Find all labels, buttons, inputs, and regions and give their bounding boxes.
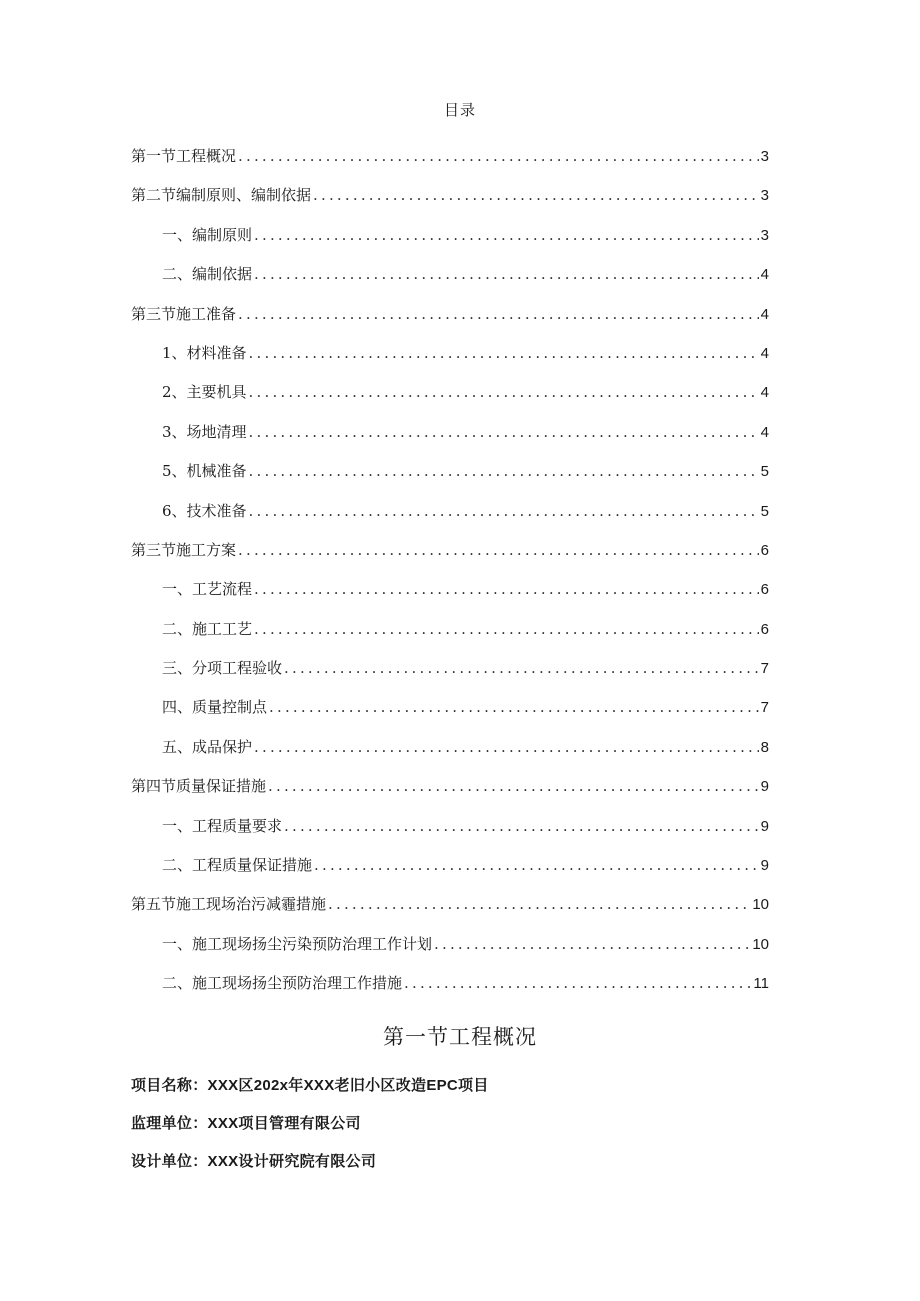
toc-leader-dots	[249, 502, 759, 520]
supervision-unit-field	[131, 1112, 361, 1133]
toc-leader-dots	[238, 305, 759, 323]
toc-entry[interactable]	[131, 421, 769, 460]
toc-leader-dots	[249, 344, 759, 362]
toc-entry[interactable]	[131, 893, 769, 932]
toc-entry[interactable]	[131, 657, 769, 696]
toc-entry[interactable]	[131, 224, 769, 263]
field-label: 设计单位：	[131, 1153, 208, 1170]
toc-leader-dots	[313, 186, 759, 204]
field-value: XXX项目管理有限公司	[207, 1115, 361, 1132]
toc-entry[interactable]	[131, 775, 769, 814]
toc-entry[interactable]	[131, 736, 769, 775]
toc-entry[interactable]	[131, 972, 769, 1011]
toc-entry[interactable]	[131, 933, 769, 972]
toc-entry-text: 四、质量控制点	[162, 698, 268, 717]
toc-entry[interactable]	[131, 145, 769, 184]
toc-leader-dots	[238, 541, 759, 559]
field-label: 监理单位：	[131, 1115, 208, 1132]
toc-leader-dots	[284, 659, 759, 677]
toc-leader-dots	[314, 856, 759, 874]
toc-entry[interactable]	[131, 381, 769, 420]
toc-page-number: 3	[760, 148, 769, 165]
toc-leader-dots	[404, 974, 751, 992]
toc-page-number: 7	[760, 660, 769, 678]
field-value: XXX区202x年XXX老旧小区改造EPC项目	[207, 1077, 489, 1094]
toc-leader-dots	[254, 580, 759, 598]
toc-entry-text: 一、工程质量要求	[162, 816, 283, 835]
toc-page-number: 10	[752, 935, 769, 953]
toc-page-number: 8	[760, 738, 769, 756]
toc-leader-dots	[328, 895, 750, 913]
toc-leader-dots	[254, 620, 759, 638]
toc-leader-dots	[249, 383, 759, 401]
toc-entry-text: 二、编制依据	[162, 265, 253, 284]
toc-entry-text: 一、工艺流程	[162, 580, 253, 599]
toc-entry-text: 第三节施工方案	[131, 540, 237, 559]
toc-entry-text: 二、施工现场扬尘预防治理工作措施	[162, 974, 403, 993]
toc-leader-dots	[268, 777, 759, 795]
toc-entry-text: 一、施工现场扬尘污染预防治理工作计划	[162, 934, 433, 953]
toc-page-number: 4	[760, 423, 769, 441]
toc-entry[interactable]	[131, 578, 769, 617]
toc-entry-text: 2、主要机具	[162, 383, 247, 402]
toc-entry[interactable]	[131, 815, 769, 854]
toc-page-number: 4	[760, 305, 769, 323]
toc-entry[interactable]	[131, 539, 769, 578]
table-of-contents	[131, 145, 769, 1012]
toc-page-number: 4	[760, 266, 769, 284]
toc-entry-text: 第三节施工准备	[131, 304, 237, 323]
toc-page-number: 5	[760, 502, 769, 520]
toc-page-number: 9	[760, 817, 769, 835]
toc-entry-text: 二、工程质量保证措施	[162, 856, 313, 875]
toc-entry[interactable]	[131, 854, 769, 893]
toc-page-number: 3	[760, 187, 769, 205]
toc-title: 目录	[443, 101, 476, 119]
toc-page-number: 6	[760, 541, 769, 559]
toc-entry[interactable]	[131, 500, 769, 539]
toc-entry-text: 五、成品保护	[162, 737, 253, 756]
field-label: 项目名称：	[131, 1077, 208, 1094]
toc-page-number: 6	[760, 581, 769, 599]
toc-leader-dots	[269, 698, 759, 716]
toc-entry[interactable]	[131, 263, 769, 302]
toc-page-number: 4	[760, 384, 769, 402]
toc-leader-dots	[254, 226, 759, 244]
toc-entry-text: 一、编制原则	[162, 225, 253, 244]
section-title: 第一节工程概况	[383, 1025, 537, 1049]
toc-entry-text: 二、施工工艺	[162, 619, 253, 638]
toc-entry-text: 6、技术准备	[162, 501, 247, 520]
toc-entry[interactable]	[131, 342, 769, 381]
toc-leader-dots	[238, 147, 759, 165]
toc-entry-text: 第一节工程概况	[131, 147, 237, 165]
toc-leader-dots	[284, 817, 759, 835]
toc-leader-dots	[249, 423, 759, 441]
toc-entry[interactable]	[131, 696, 769, 735]
toc-leader-dots	[254, 738, 759, 756]
toc-entry[interactable]	[131, 303, 769, 342]
toc-entry-text: 3、场地清理	[162, 422, 247, 441]
toc-page-number: 6	[760, 620, 769, 638]
toc-page-number: 9	[760, 778, 769, 796]
toc-entry-text: 三、分项工程验收	[162, 659, 283, 678]
toc-entry-text: 5、机械准备	[162, 462, 247, 481]
project-name-field	[131, 1074, 489, 1095]
toc-page-number: 4	[760, 344, 769, 362]
toc-page-number: 5	[760, 463, 769, 481]
toc-page-number: 10	[752, 896, 769, 914]
toc-leader-dots	[434, 935, 750, 953]
design-unit-field	[131, 1150, 376, 1171]
toc-leader-dots	[254, 265, 759, 283]
toc-entry-text: 第四节质量保证措施	[131, 777, 267, 796]
toc-entry[interactable]	[131, 618, 769, 657]
toc-entry[interactable]	[131, 184, 769, 223]
toc-entry[interactable]	[131, 460, 769, 499]
toc-page-number: 7	[760, 699, 769, 717]
toc-entry-text: 第二节编制原则、编制依据	[131, 186, 312, 205]
toc-page-number: 11	[753, 975, 769, 993]
toc-page-number: 3	[760, 226, 769, 244]
toc-entry-text: 1、材料准备	[162, 343, 247, 362]
toc-page-number: 9	[760, 857, 769, 875]
field-value: XXX设计研究院有限公司	[207, 1153, 377, 1170]
toc-leader-dots	[249, 462, 759, 480]
toc-entry-text: 第五节施工现场治污减霾措施	[131, 895, 327, 914]
